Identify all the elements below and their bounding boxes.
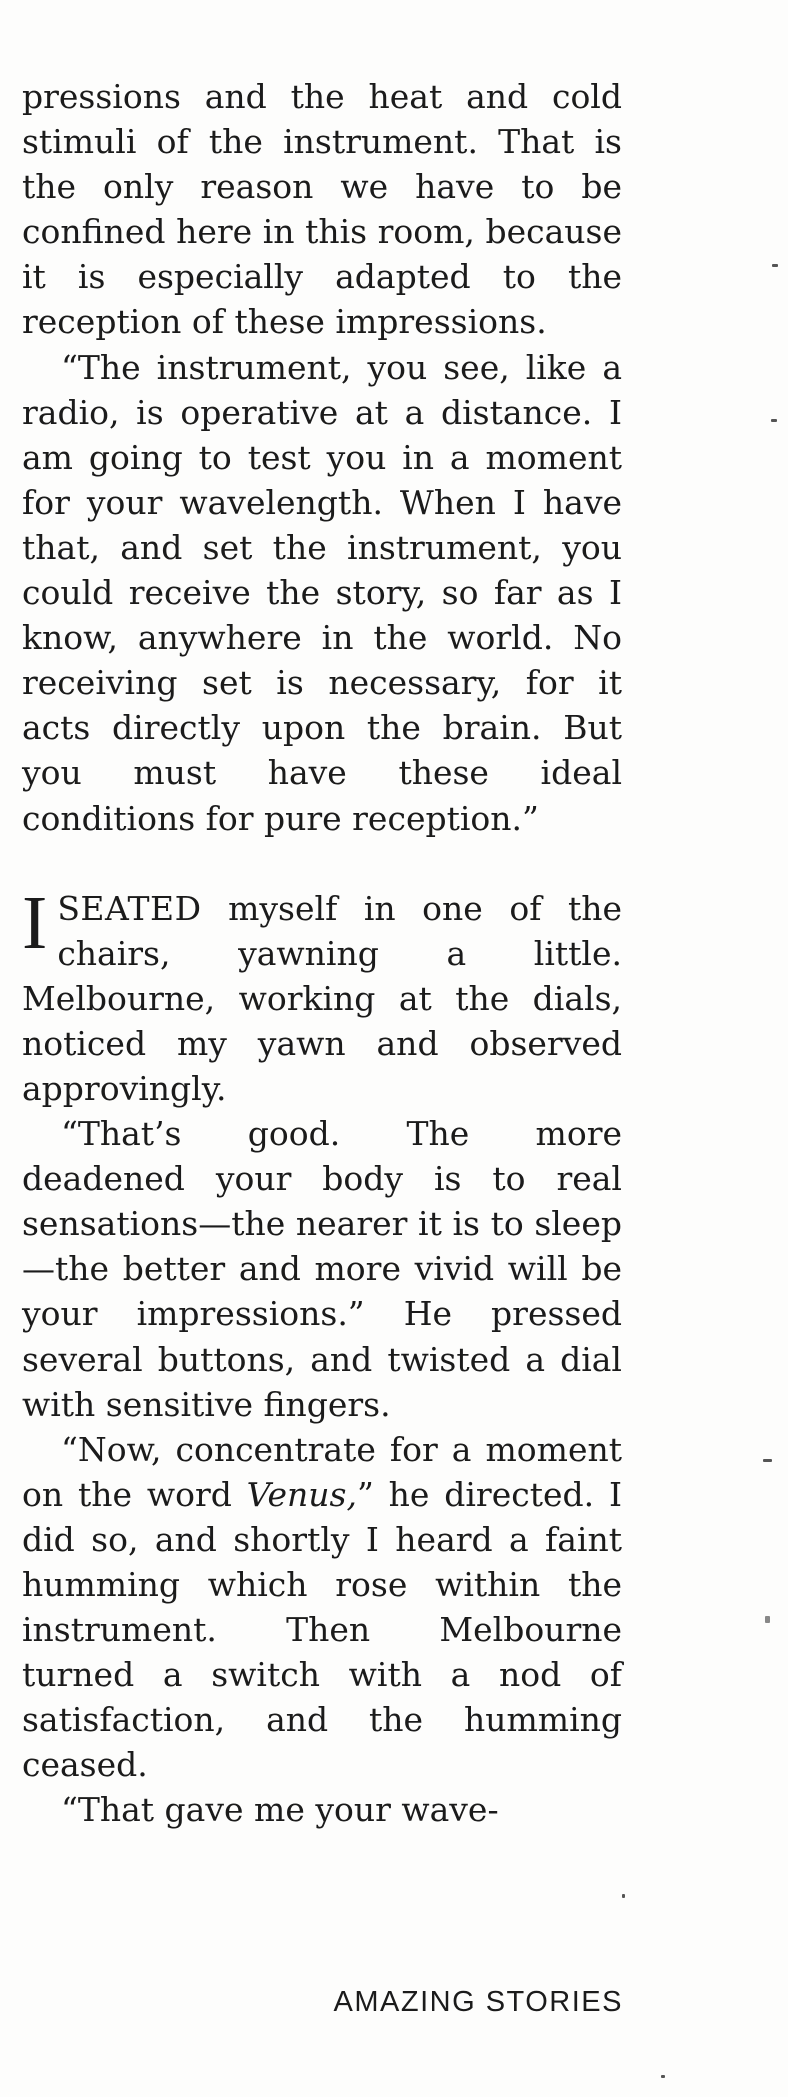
paragraph-5-before: “Now, concentrate for a moment on the word bbox=[22, 1429, 622, 1514]
scan-speck bbox=[763, 1459, 772, 1462]
text-column bbox=[22, 74, 622, 1833]
scan-speck bbox=[772, 264, 778, 267]
paragraph-1: pressions and the heat and cold stimuli of the instrument. That is the only reason we have to be confined here in this room, because it is especially adapted to the reception of these impressions. bbox=[22, 77, 622, 342]
paragraph-2: “The instrument, you see, like a radio, is operative at a distance. I am going to test you in a moment for your wavelength. When I have that, and set the instrument, you could receive the story, so far as I know, anywhere in the world. No receiving set is necessary, for it acts directly upon the brain. But you must have these ideal conditions for pure reception.” bbox=[22, 347, 622, 838]
opening-caps: SEATED bbox=[57, 888, 202, 928]
scan-speck bbox=[622, 1894, 625, 1898]
running-footer: AMAZING STORIES bbox=[333, 1986, 623, 2018]
paragraph-4: “That’s good. The more deadened your body is to real sensations—the nearer it is to sleep—the better and more vivid will be your impressions.” He pressed several buttons, and twisted a dial with sensitive fingers. bbox=[22, 1114, 622, 1424]
paragraph-6: “That gave me your wave- bbox=[61, 1790, 499, 1830]
drop-cap-letter: I bbox=[22, 880, 48, 965]
section-break bbox=[22, 841, 622, 886]
venus-italic: Venus, bbox=[246, 1474, 357, 1514]
paragraph-3 bbox=[22, 880, 622, 1111]
paragraph-5-after: ” he directed. I did so, and shortly I heard a faint humming which rose within the instrument. Then Melbourne turned a switch with a nod of satisfaction, and the humming ceased. bbox=[22, 1474, 622, 1785]
scan-speck bbox=[771, 419, 777, 422]
paragraph-5 bbox=[22, 1427, 622, 1788]
scan-speck bbox=[661, 2075, 665, 2078]
paragraph-3-text: myself in one of the chairs, yawning a little. Melbourne, working at the dials, noticed my yawn and observed approvingly. bbox=[22, 888, 622, 1108]
scan-speck bbox=[765, 1616, 770, 1623]
